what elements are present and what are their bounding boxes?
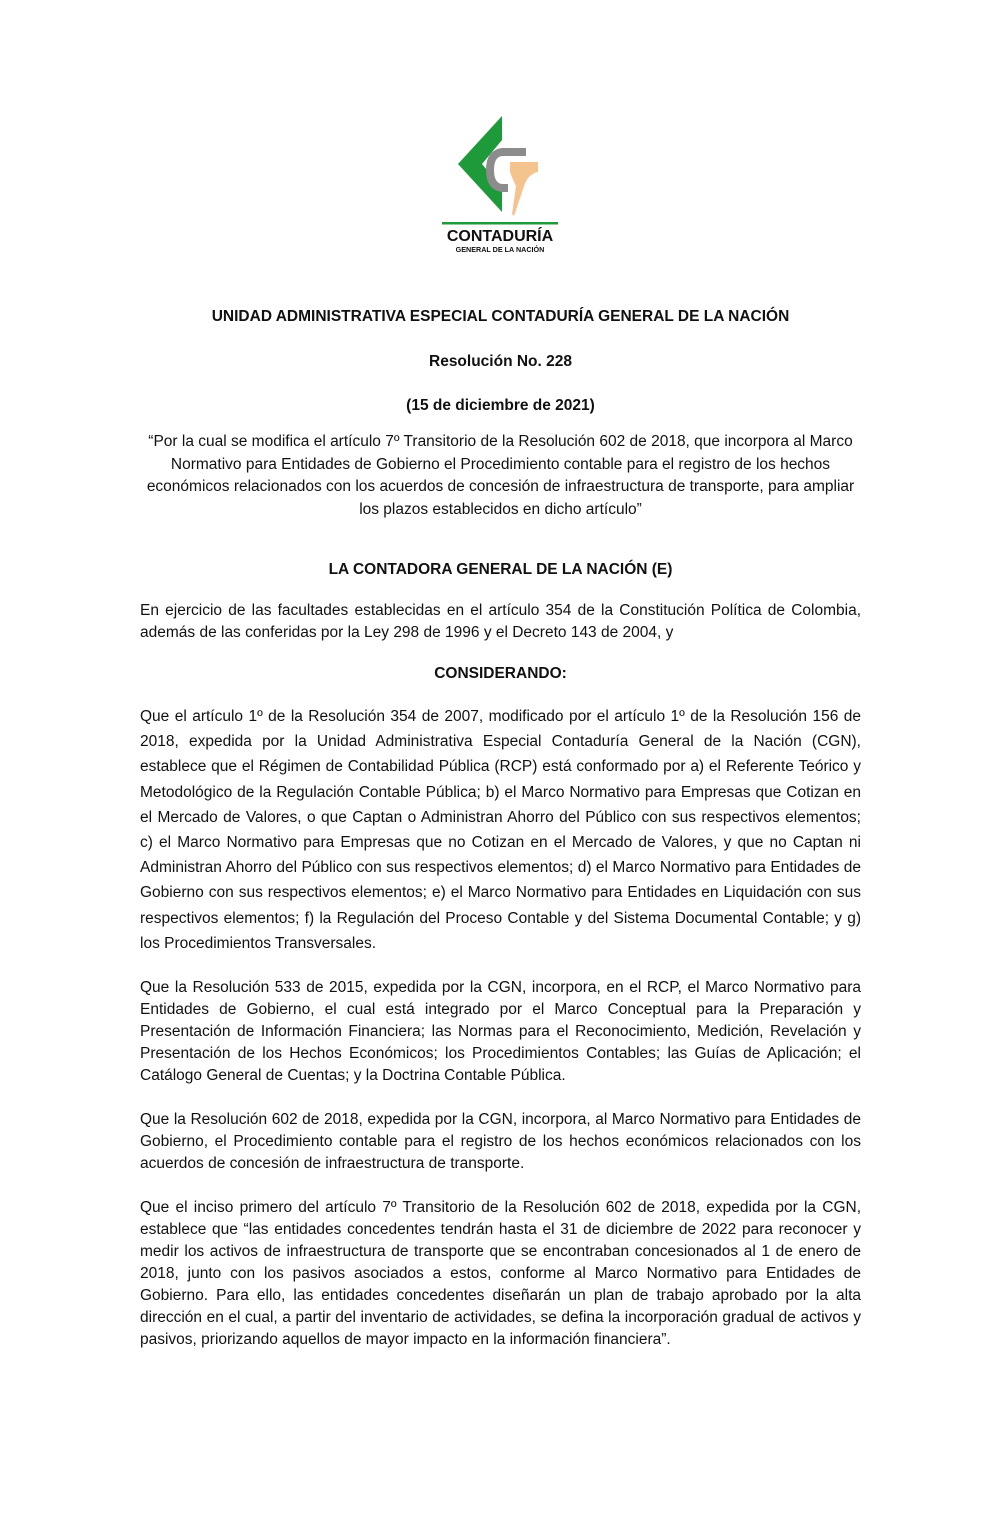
resolution-number: Resolución No. 228 (429, 353, 572, 370)
resolution-subject: “Por la cual se modifica el artículo 7º Transitorio de la Resolución 602 de 2018, que incorpora al Marco Normativo para Entidades de Gobierno el Procedimiento contable para el registro de los hechos económicos relacionados con los acuerdos de concesión de infraestructura de transporte, para ampliar los plazos establecidos en dicho artículo” (146, 433, 855, 518)
document-body (140, 306, 861, 1351)
considering-paragraph-1: Que el artículo 1º de la Resolución 354 de 2007, modificado por el artículo 1º de la Resolución 156 de 2018, expedida por la Unidad Administrativa Especial Contaduría General de la Nación (CGN), establece que el Régimen de Contabilidad Pública (RCP) está conformado por a) el Referente Teórico y Metodológico de la Regulación Contable Pública; b) el Marco Normativo para Empresas que Cotizan en el Mercado de Valores, o que Captan o Administran Ahorro del Público con sus respectivos elementos; c) el Marco Normativo para Empresas que no Cotizan en el Mercado de Valores, y que no Captan ni Administran Ahorro del Público con sus respectivos elementos; d) el Marco Normativo para Entidades de Gobierno con sus respectivos elementos; e) el Marco Normativo para Entidades en Liquidación con sus respectivos elementos; f) la Regulación del Proceso Contable y del Sistema Documental Contable; y g) los Procedimientos Transversales. (140, 708, 861, 952)
considering-paragraph-3: Que la Resolución 602 de 2018, expedida por la CGN, incorpora, al Marco Normativo para Entidades de Gobierno, el Procedimiento contable para el registro de los hechos económicos relacionados con los acuerdos de concesión de infraestructura de transporte. (140, 1111, 861, 1173)
considering-paragraph-2: Que la Resolución 533 de 2015, expedida por la CGN, incorpora, en el RCP, el Marco Normativo para Entidades de Gobierno, el cual está integrado por el Marco Conceptual para la Preparación y Presentación de Información Financiera; las Normas para el Reconocimiento, Medición, Revelación y Presentación de los Hechos Económicos; los Procedimientos Contables; las Guías de Aplicación; el Catálogo General de Cuentas; y la Doctrina Contable Pública. (140, 979, 861, 1085)
green-chevron-shape (458, 116, 502, 212)
peach-pen-shape (510, 162, 538, 216)
logo-name: CONTADURÍA (446, 228, 554, 245)
authority-heading: LA CONTADORA GENERAL DE LA NACIÓN (E) (328, 561, 673, 578)
logo-rule (442, 222, 558, 225)
considering-paragraph-4: Que el inciso primero del artículo 7º Transitorio de la Resolución 602 de 2018, expedida por la CGN, establece que “las entidades concedentes tendrán hasta el 31 de diciembre de 2022 para reconocer y medir los activos de infraestructura de transporte que se encontraban concesionados al 1 de enero de 2018, junto con los pasivos asociados a estos, conforme al Marco Normativo para Entidades de Gobierno. Para ello, las entidades concedentes diseñarán un plan de trabajo aprobado por la alta dirección en el cual, a partir del inventario de actividades, se defina la incorporación gradual de activos y pasivos, priorizando aquellos de mayor impacto en la información financiera”. (140, 1199, 861, 1349)
logo-subtitle: GENERAL DE LA NACIÓN (455, 245, 545, 254)
contaduria-emblem-icon (440, 114, 560, 259)
contaduria-logo (440, 114, 560, 259)
entity-heading: UNIDAD ADMINISTRATIVA ESPECIAL CONTADURÍA GENERAL DE LA NACIÓN (211, 308, 790, 325)
resolution-date: (15 de diciembre de 2021) (406, 397, 595, 414)
considering-heading: CONSIDERANDO: (434, 665, 567, 682)
preamble-paragraph: En ejercicio de las facultades establecidas en el artículo 354 de la Constitución Política de Colombia, además de las conferidas por la Ley 298 de 1996 y el Decreto 143 de 2004, y (140, 602, 861, 641)
